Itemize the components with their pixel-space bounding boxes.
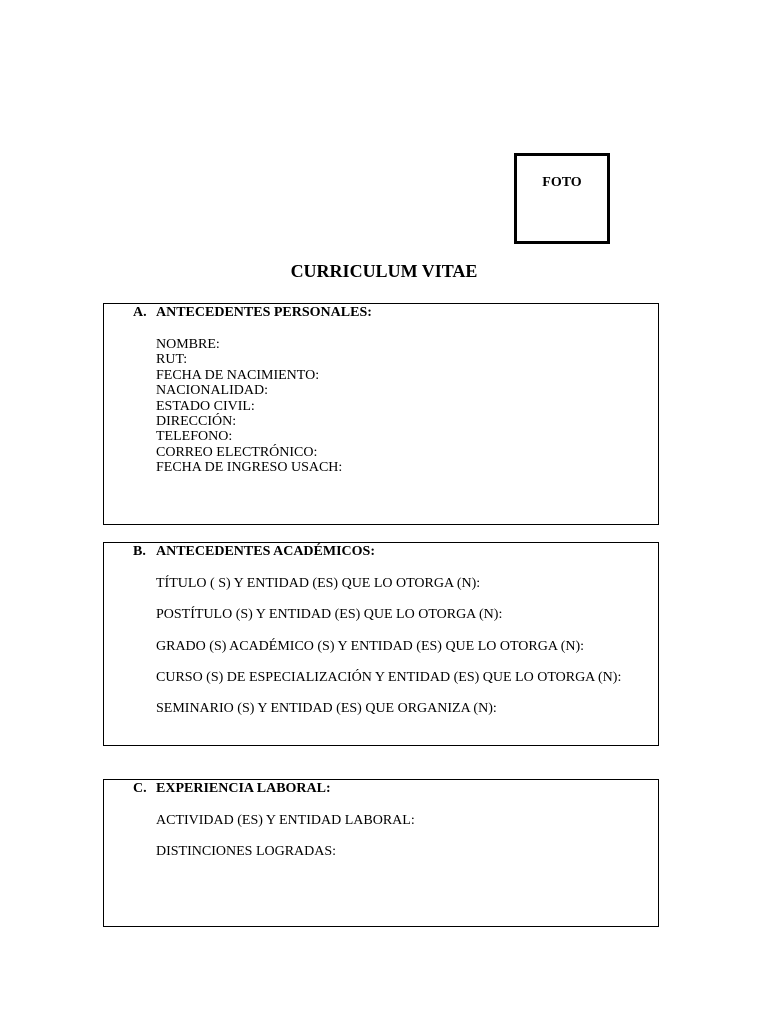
field-label-seminario: SEMINARIO (S) Y ENTIDAD (ES) QUE ORGANIZA (N): (156, 701, 497, 717)
field-label-titulo: TÍTULO ( S) Y ENTIDAD (ES) QUE LO OTORGA (N): (156, 576, 481, 591)
field-list (156, 576, 621, 732)
field-label-direccion: DIRECCIÓN: (156, 414, 237, 430)
section-academic-background (103, 542, 659, 746)
section-heading (133, 305, 372, 321)
field-label-nombre: NOMBRE: (156, 337, 220, 352)
section-personal-background (103, 303, 659, 525)
photo-label: FOTO (542, 175, 582, 190)
field-list (156, 337, 342, 476)
field-label-curso: CURSO (S) DE ESPECIALIZACIÓN Y ENTIDAD (ES) QUE LO OTORGA (N): (156, 669, 622, 685)
field-label-postitulo: POSTÍTULO (S) Y ENTIDAD (ES) QUE LO OTORGA (N): (156, 607, 503, 623)
photo-box (514, 153, 610, 244)
section-work-experience (103, 779, 659, 927)
field-label-grado: GRADO (S) ACADÉMICO (S) Y ENTIDAD (ES) QUE LO OTORGA (N): (156, 638, 585, 654)
section-heading (133, 544, 375, 560)
field-label-telefono: TELEFONO: (156, 429, 233, 445)
field-label-correo: CORREO ELECTRÓNICO: (156, 444, 318, 460)
section-letter: C. (133, 781, 147, 796)
section-title: ANTECEDENTES ACADÉMICOS: (156, 544, 375, 559)
field-label-rut: RUT: (156, 352, 188, 368)
field-label-nacionalidad: NACIONALIDAD: (156, 383, 268, 399)
field-label-fecha-nacimiento: FECHA DE NACIMIENTO: (156, 367, 320, 383)
document-title: CURRICULUM VITAE (290, 261, 478, 281)
field-label-actividad: ACTIVIDAD (ES) Y ENTIDAD LABORAL: (156, 813, 415, 828)
field-list (156, 813, 415, 875)
section-letter: B. (133, 544, 146, 559)
section-title: EXPERIENCIA LABORAL: (156, 781, 331, 796)
field-label-distinciones: DISTINCIONES LOGRADAS: (156, 844, 337, 859)
section-letter: A. (133, 305, 147, 320)
field-label-fecha-ingreso: FECHA DE INGRESO USACH: (156, 460, 343, 476)
section-title: ANTECEDENTES PERSONALES: (156, 305, 372, 320)
field-label-estado-civil: ESTADO CIVIL: (156, 398, 255, 414)
section-heading (133, 781, 331, 797)
